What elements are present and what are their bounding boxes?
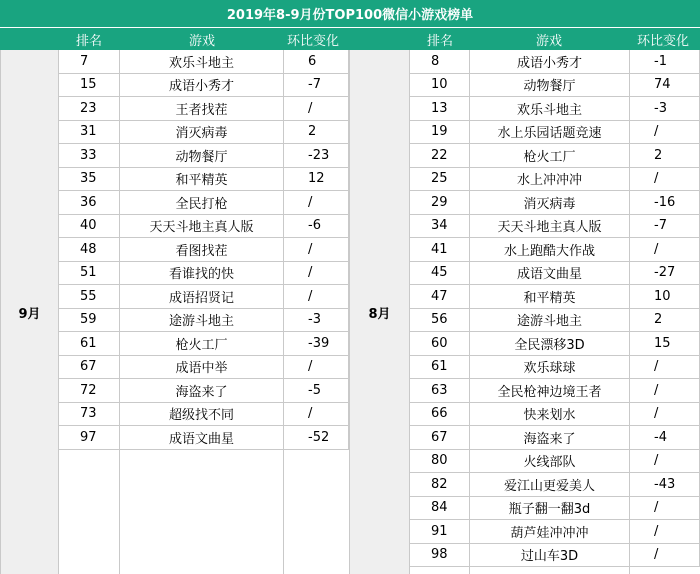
- game-cell: 全民打枪: [120, 191, 284, 215]
- rank-cell: 35: [59, 168, 120, 192]
- table-row: [410, 379, 700, 403]
- september-table: [59, 50, 349, 574]
- table-row: [59, 379, 349, 403]
- sheet-title: 2019年8-9月份TOP100微信小游戏榜单: [0, 0, 700, 27]
- change-cell: /: [630, 238, 700, 262]
- table-row: [410, 215, 700, 239]
- rank-cell: 23: [59, 97, 120, 121]
- change-cell: /: [284, 356, 349, 380]
- table-row: [59, 144, 349, 168]
- table-row: [410, 74, 700, 98]
- change-cell: /: [630, 544, 700, 568]
- rank-cell: 63: [410, 379, 470, 403]
- game-cell: 水上冲冲冲: [470, 168, 630, 192]
- column-header-row: [0, 28, 700, 50]
- change-cell: 12: [284, 168, 349, 192]
- game-cell: 成语小秀才: [120, 74, 284, 98]
- rank-cell: 59: [59, 309, 120, 333]
- rank-cell: 60: [410, 332, 470, 356]
- game-cell: 超级找不同: [120, 403, 284, 427]
- august-table: [410, 50, 700, 574]
- change-cell: /: [630, 356, 700, 380]
- rank-cell: 82: [410, 473, 470, 497]
- game-cell: 看谁找的快: [120, 262, 284, 286]
- game-cell: 全民漂移3D: [470, 332, 630, 356]
- rank-cell: 51: [59, 262, 120, 286]
- game-cell: 欢乐球球: [470, 356, 630, 380]
- game-cell: 海盗来了: [470, 426, 630, 450]
- rank-cell: 67: [59, 356, 120, 380]
- table-row: [59, 191, 349, 215]
- table-row: [410, 473, 700, 497]
- rank-cell: 7: [59, 50, 120, 74]
- header-rank-aug: 排名: [427, 33, 454, 49]
- table-row: [410, 426, 700, 450]
- game-cell: 海盗来了: [120, 379, 284, 403]
- table-row: [410, 97, 700, 121]
- change-cell: 74: [630, 74, 700, 98]
- change-cell: -6: [284, 215, 349, 239]
- game-cell: 天天斗地主真人版: [470, 215, 630, 239]
- game-cell: 快来划水: [470, 403, 630, 427]
- rank-cell: 19: [410, 121, 470, 145]
- game-cell: 瓶子翻一翻3d: [470, 497, 630, 521]
- rank-cell: 10: [410, 74, 470, 98]
- game-cell: 水上跑酷大作战: [470, 238, 630, 262]
- table-row: [59, 50, 349, 74]
- table-row: [410, 50, 700, 74]
- change-cell: /: [284, 262, 349, 286]
- rank-cell: 72: [59, 379, 120, 403]
- rank-cell: 31: [59, 121, 120, 145]
- rank-cell: 15: [59, 74, 120, 98]
- table-row: [410, 262, 700, 286]
- change-cell: -23: [284, 144, 349, 168]
- table-row: [59, 238, 349, 262]
- header-game-sep: 游戏: [188, 33, 215, 49]
- rank-cell: 66: [410, 403, 470, 427]
- change-cell: -3: [284, 309, 349, 333]
- game-cell: 成语文曲星: [470, 262, 630, 286]
- change-cell: /: [630, 497, 700, 521]
- rank-cell: 34: [410, 215, 470, 239]
- change-cell: -3: [630, 97, 700, 121]
- game-cell: 王者找茬: [120, 97, 284, 121]
- game-cell: 水上乐园话题竞速: [470, 121, 630, 145]
- month-label-august: 8月: [349, 50, 410, 574]
- change-cell: 15: [630, 332, 700, 356]
- game-cell: 成语招贤记: [120, 285, 284, 309]
- column-divider: [629, 567, 630, 574]
- rank-cell: 98: [410, 544, 470, 568]
- game-cell: 途游斗地主: [120, 309, 284, 333]
- change-cell: -39: [284, 332, 349, 356]
- table-row: [410, 309, 700, 333]
- header-game-aug: 游戏: [535, 33, 562, 49]
- change-cell: /: [284, 97, 349, 121]
- game-cell: 动物餐厅: [120, 144, 284, 168]
- game-cell: 和平精英: [470, 285, 630, 309]
- game-cell: 欢乐斗地主: [120, 50, 284, 74]
- change-cell: /: [284, 191, 349, 215]
- table-row: [59, 356, 349, 380]
- header-rank-sep: 排名: [76, 33, 103, 49]
- change-cell: -5: [284, 379, 349, 403]
- rank-cell: 13: [410, 97, 470, 121]
- table-row: [410, 497, 700, 521]
- change-cell: 6: [284, 50, 349, 74]
- game-cell: 看图找茬: [120, 238, 284, 262]
- rank-cell: 25: [410, 168, 470, 192]
- rank-cell: 80: [410, 450, 470, 474]
- rank-cell: 45: [410, 262, 470, 286]
- game-cell: 爱江山更爱美人: [470, 473, 630, 497]
- change-cell: -52: [284, 426, 349, 450]
- rank-cell: 55: [59, 285, 120, 309]
- table-row: [59, 262, 349, 286]
- table-row: [59, 403, 349, 427]
- change-cell: 2: [630, 309, 700, 333]
- rank-cell: 48: [59, 238, 120, 262]
- game-cell: 全民枪神边境王者: [470, 379, 630, 403]
- change-cell: /: [630, 168, 700, 192]
- change-cell: /: [630, 403, 700, 427]
- table-row: [410, 544, 700, 568]
- table-row: [59, 332, 349, 356]
- table-row: [59, 121, 349, 145]
- game-cell: 天天斗地主真人版: [120, 215, 284, 239]
- change-cell: 2: [630, 144, 700, 168]
- game-cell: 消灭病毒: [120, 121, 284, 145]
- column-divider: [469, 567, 470, 574]
- game-cell: 欢乐斗地主: [470, 97, 630, 121]
- game-cell: 枪火工厂: [470, 144, 630, 168]
- table-row: [410, 403, 700, 427]
- rank-cell: 36: [59, 191, 120, 215]
- rank-cell: 61: [410, 356, 470, 380]
- rank-cell: 41: [410, 238, 470, 262]
- game-cell: 火线部队: [470, 450, 630, 474]
- table-row: [410, 238, 700, 262]
- change-cell: 10: [630, 285, 700, 309]
- header-change-sep: 环比变化: [287, 33, 340, 49]
- table-row: [410, 520, 700, 544]
- header-change-aug: 环比变化: [637, 33, 690, 49]
- change-cell: /: [630, 121, 700, 145]
- rank-cell: 97: [59, 426, 120, 450]
- change-cell: /: [284, 285, 349, 309]
- rank-cell: 40: [59, 215, 120, 239]
- rank-cell: 29: [410, 191, 470, 215]
- change-cell: -7: [630, 215, 700, 239]
- table-row: [59, 426, 349, 450]
- table-row: [410, 121, 700, 145]
- rank-cell: 91: [410, 520, 470, 544]
- game-cell: 消灭病毒: [470, 191, 630, 215]
- rank-cell: 61: [59, 332, 120, 356]
- table-row: [410, 285, 700, 309]
- game-cell: 成语中举: [120, 356, 284, 380]
- change-cell: /: [630, 450, 700, 474]
- game-cell: 成语文曲星: [120, 426, 284, 450]
- table-row: [410, 191, 700, 215]
- change-cell: /: [284, 238, 349, 262]
- change-cell: -7: [284, 74, 349, 98]
- change-cell: -27: [630, 262, 700, 286]
- rank-cell: 22: [410, 144, 470, 168]
- change-cell: /: [630, 520, 700, 544]
- change-cell: /: [630, 379, 700, 403]
- table-row: [59, 74, 349, 98]
- game-cell: 动物餐厅: [470, 74, 630, 98]
- rank-cell: 8: [410, 50, 470, 74]
- change-cell: -1: [630, 50, 700, 74]
- game-cell: 和平精英: [120, 168, 284, 192]
- table-row: [410, 356, 700, 380]
- game-cell: 葫芦娃冲冲冲: [470, 520, 630, 544]
- rank-cell: 56: [410, 309, 470, 333]
- table-row: [59, 97, 349, 121]
- change-cell: -16: [630, 191, 700, 215]
- table-row: [59, 215, 349, 239]
- rank-cell: 84: [410, 497, 470, 521]
- game-cell: 途游斗地主: [470, 309, 630, 333]
- column-divider: [119, 450, 120, 574]
- column-divider: [283, 450, 284, 574]
- game-cell: 成语小秀才: [470, 50, 630, 74]
- table-row: [59, 309, 349, 333]
- table-row: [410, 450, 700, 474]
- change-cell: /: [284, 403, 349, 427]
- rank-cell: 33: [59, 144, 120, 168]
- table-row: [410, 168, 700, 192]
- table-row: [59, 168, 349, 192]
- month-label-september: 9月: [0, 50, 59, 574]
- game-cell: 过山车3D: [470, 544, 630, 568]
- change-cell: -43: [630, 473, 700, 497]
- rank-cell: 67: [410, 426, 470, 450]
- rank-cell: 47: [410, 285, 470, 309]
- table-row: [410, 144, 700, 168]
- rank-cell: 73: [59, 403, 120, 427]
- change-cell: -4: [630, 426, 700, 450]
- change-cell: 2: [284, 121, 349, 145]
- table-row: [410, 332, 700, 356]
- game-cell: 枪火工厂: [120, 332, 284, 356]
- table-row: [59, 285, 349, 309]
